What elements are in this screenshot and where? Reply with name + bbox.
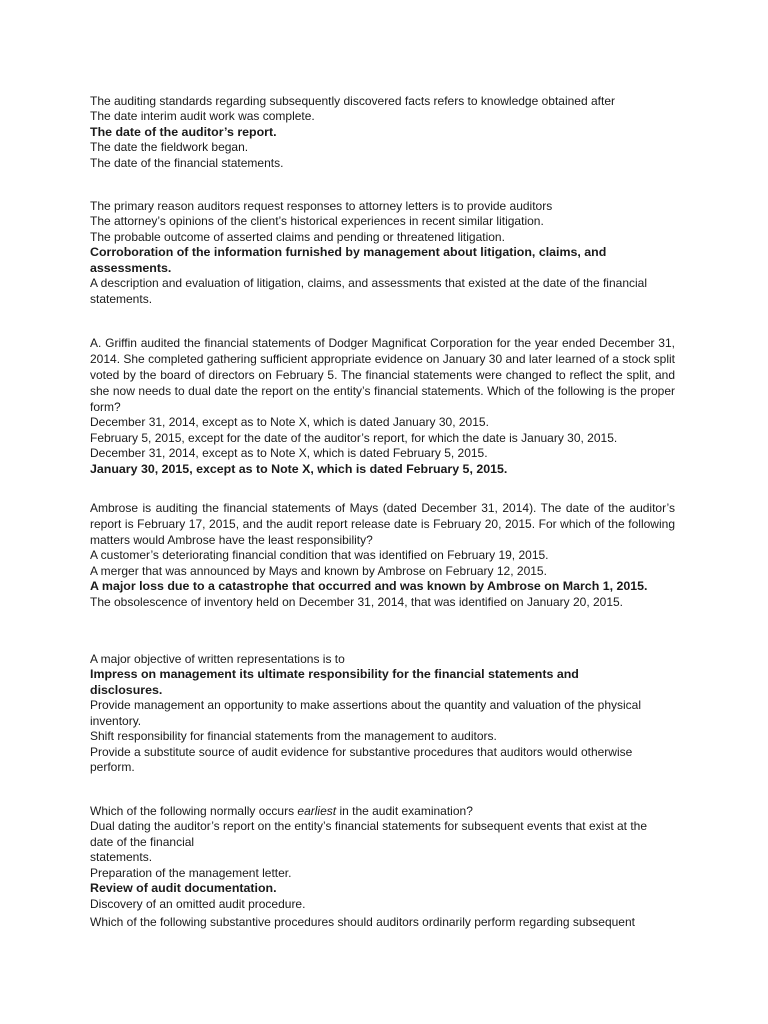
question-7 [90,914,675,930]
correct-answer-option: Corroboration of the information furnished by management about litigation, claims, and assessments. [90,245,607,275]
answer-option: Preparation of the management letter. [90,865,292,880]
answer-option: February 5, 2015, except for the date of the auditor’s report, for which the date is January 30, 2015. [90,430,618,445]
answer-option: December 31, 2014, except as to Note X, which is dated February 5, 2015. [90,446,488,460]
answer-option: The attorney’s opinions of the client’s historical experiences in recent similar litigation. [90,214,544,228]
answer-option [90,819,670,866]
answer-option: A customer’s deteriorating financial condition that was identified on February 19, 2015. [90,548,549,562]
answer-option: The date interim audit work was complete. [90,109,315,123]
correct-answer-option: January 30, 2015, except as to Note X, which is dated February 5, 2015. [90,461,508,476]
answer-option: December 31, 2014, except as to Note X, which is dated January 30, 2015. [90,415,489,429]
question-stem: The auditing standards regarding subsequently discovered facts refers to knowledge obtained after [90,94,615,108]
answer-option: Provide management an opportunity to make assertions about the quantity and valuation of the physical inventory. [90,698,642,728]
correct-answer-option: Impress on management its ultimate responsibility for the financial statements and disclosures. [90,667,579,697]
question-4 [90,500,675,610]
answer-option-line: statements. [90,850,153,864]
answer-option: Provide a substitute source of audit evidence for substantive procedures that auditors would otherwise perform. [90,744,633,774]
correct-answer-option: Review of audit documentation. [90,881,277,895]
correct-answer-option: The date of the auditor’s report. [90,124,277,139]
question-2 [90,198,675,307]
question-stem [90,803,675,819]
answer-option: A merger that was announced by Mays and known by Ambrose on February 12, 2015. [90,563,547,578]
question-3 [90,335,675,477]
stem-text: in the audit examination? [336,804,473,818]
question-stem: Ambrose is auditing the financial statements of Mays (dated December 31, 2014). The date of the auditor’s report is February 17, 2015, and the audit report release date is February 20, 2015. For which of the following matters would Ambrose have the least responsibility? [90,501,675,547]
stem-text: Which of the following normally occurs [90,804,298,818]
answer-option: A description and evaluation of litigation, claims, and assessments that existed at the date of the financial statements. [90,276,647,306]
correct-answer-option: A major loss due to a catastrophe that occurred and was known by Ambrose on March 1, 2015. [90,579,648,593]
answer-option: The date of the financial statements. [90,155,284,170]
question-stem: A major objective of written representations is to [90,652,345,666]
answer-option: Shift responsibility for financial statements from the management to auditors. [90,729,497,743]
question-stem: Which of the following substantive procedures should auditors ordinarily perform regarding subsequent [90,915,635,929]
answer-option: The obsolescence of inventory held on December 31, 2014, that was identified on January 20, 2015. [90,594,624,609]
question-6 [90,803,675,912]
question-1 [90,93,675,171]
answer-option: The date the fieldwork began. [90,140,249,154]
answer-option: The probable outcome of asserted claims and pending or threatened litigation. [90,229,505,244]
answer-option-line: Dual dating the auditor’s report on the entity’s financial statements for subsequent events that exist at the date of the financial [90,819,648,849]
stem-emphasis: earliest [297,804,337,818]
answer-option: Discovery of an omitted audit procedure. [90,896,306,911]
question-5 [90,651,675,776]
question-stem: A. Griffin audited the financial statements of Dodger Magnificat Corporation for the year ended December 31, 2014. She completed gathering sufficient appropriate evidence on January 30 and later learned of a stock split voted by the board of directors on February 5. The financial statements were changed to reflect the split, and she now needs to dual date the report on the entity’s financial statements. Which of the following is the proper form? [90,336,675,414]
question-stem: The primary reason auditors request responses to attorney letters is to provide auditors [90,199,553,213]
